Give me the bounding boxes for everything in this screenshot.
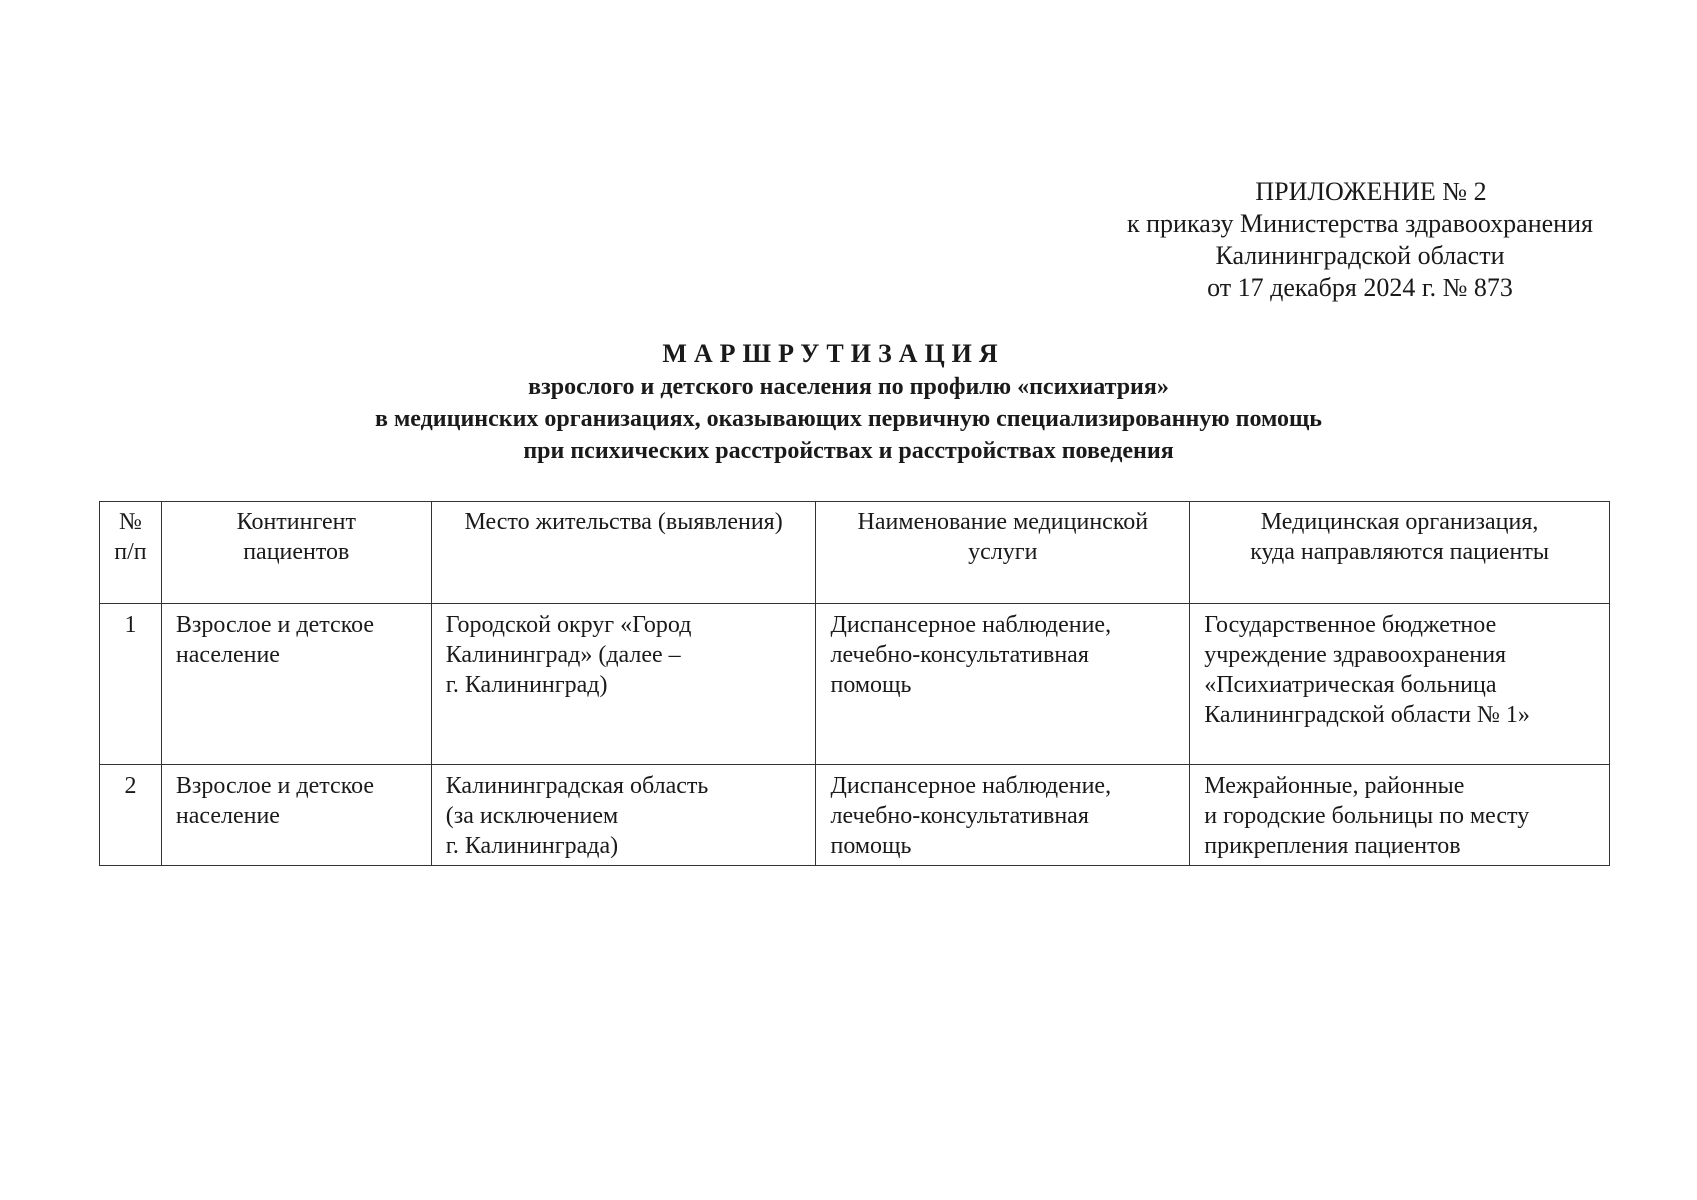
header-text: пациентов xyxy=(243,539,350,565)
service-cell xyxy=(816,765,1190,866)
header-service xyxy=(816,502,1190,604)
cell-text: Диспансерное наблюдение, xyxy=(830,773,1112,799)
cell-text: Диспансерное наблюдение, xyxy=(830,612,1112,638)
service-cell xyxy=(816,604,1190,765)
document-title xyxy=(0,337,1697,467)
cell-text: и городские больницы по месту xyxy=(1204,803,1530,829)
row-number: 2 xyxy=(100,765,162,866)
header-text: п/п xyxy=(114,539,147,565)
table-row xyxy=(100,604,1610,765)
cell-text: г. Калининград) xyxy=(445,672,608,698)
cell-text: Межрайонные, районные xyxy=(1204,773,1465,799)
cell-text: население xyxy=(175,803,280,829)
cell-text: Калининград» (далее – xyxy=(445,642,681,668)
title-main: МАРШРУТИЗАЦИЯ xyxy=(662,339,1005,368)
appendix-order-ref: к приказу Министерства здравоохранения xyxy=(1127,209,1593,238)
cell-text: г. Калининграда) xyxy=(445,833,619,859)
residence-cell xyxy=(431,604,816,765)
appendix-date: от 17 декабря 2024 г. № 873 xyxy=(1207,273,1513,302)
cell-text: Взрослое и детское xyxy=(175,773,375,799)
header-contingent xyxy=(161,502,431,604)
subtitle-line-2: в медицинских организациях, оказывающих первичную специализированную помощь xyxy=(375,406,1322,432)
cell-text: Городской округ «Город xyxy=(445,612,692,638)
cell-text: помощь xyxy=(830,833,912,859)
cell-text: прикрепления пациентов xyxy=(1204,833,1461,859)
header-text: Медицинская организация, xyxy=(1260,509,1539,535)
cell-text: «Психиатрическая больница xyxy=(1204,672,1497,698)
cell-text: лечебно-консультативная xyxy=(830,803,1089,829)
header-residence xyxy=(431,502,816,604)
header-organization xyxy=(1190,502,1610,604)
cell-text: учреждение здравоохранения xyxy=(1204,642,1507,668)
organization-cell xyxy=(1190,765,1610,866)
table-header-row xyxy=(100,502,1610,604)
cell-text: помощь xyxy=(830,672,912,698)
organization-cell xyxy=(1190,604,1610,765)
routing-table xyxy=(99,501,1610,866)
cell-text: население xyxy=(175,642,280,668)
appendix-header xyxy=(1080,176,1640,304)
appendix-region: Калининградской области xyxy=(1215,241,1505,270)
subtitle-line-3: при психических расстройствах и расстройствах поведения xyxy=(523,438,1174,464)
contingent-cell xyxy=(161,765,431,866)
subtitle-line-1: взрослого и детского населения по профилю «психиатрия» xyxy=(528,374,1169,400)
row-number: 1 xyxy=(100,604,162,765)
cell-text: Государственное бюджетное xyxy=(1204,612,1497,638)
residence-cell xyxy=(431,765,816,866)
contingent-cell xyxy=(161,604,431,765)
header-text: № xyxy=(118,509,142,535)
cell-text: Калининградской области № 1» xyxy=(1204,702,1530,728)
header-text: Наименование медицинской xyxy=(857,509,1149,535)
cell-text: (за исключением xyxy=(445,803,619,829)
header-text: Контингент xyxy=(236,509,356,535)
appendix-number: ПРИЛОЖЕНИЕ № 2 xyxy=(1255,177,1487,206)
header-text: услуги xyxy=(968,539,1038,565)
cell-text: лечебно-консультативная xyxy=(830,642,1089,668)
header-text: Место жительства (выявления) xyxy=(464,509,783,535)
header-text: куда направляются пациенты xyxy=(1250,539,1549,565)
table-row xyxy=(100,765,1610,866)
cell-text: Взрослое и детское xyxy=(175,612,375,638)
header-number xyxy=(100,502,162,604)
cell-text: Калининградская область xyxy=(445,773,709,799)
